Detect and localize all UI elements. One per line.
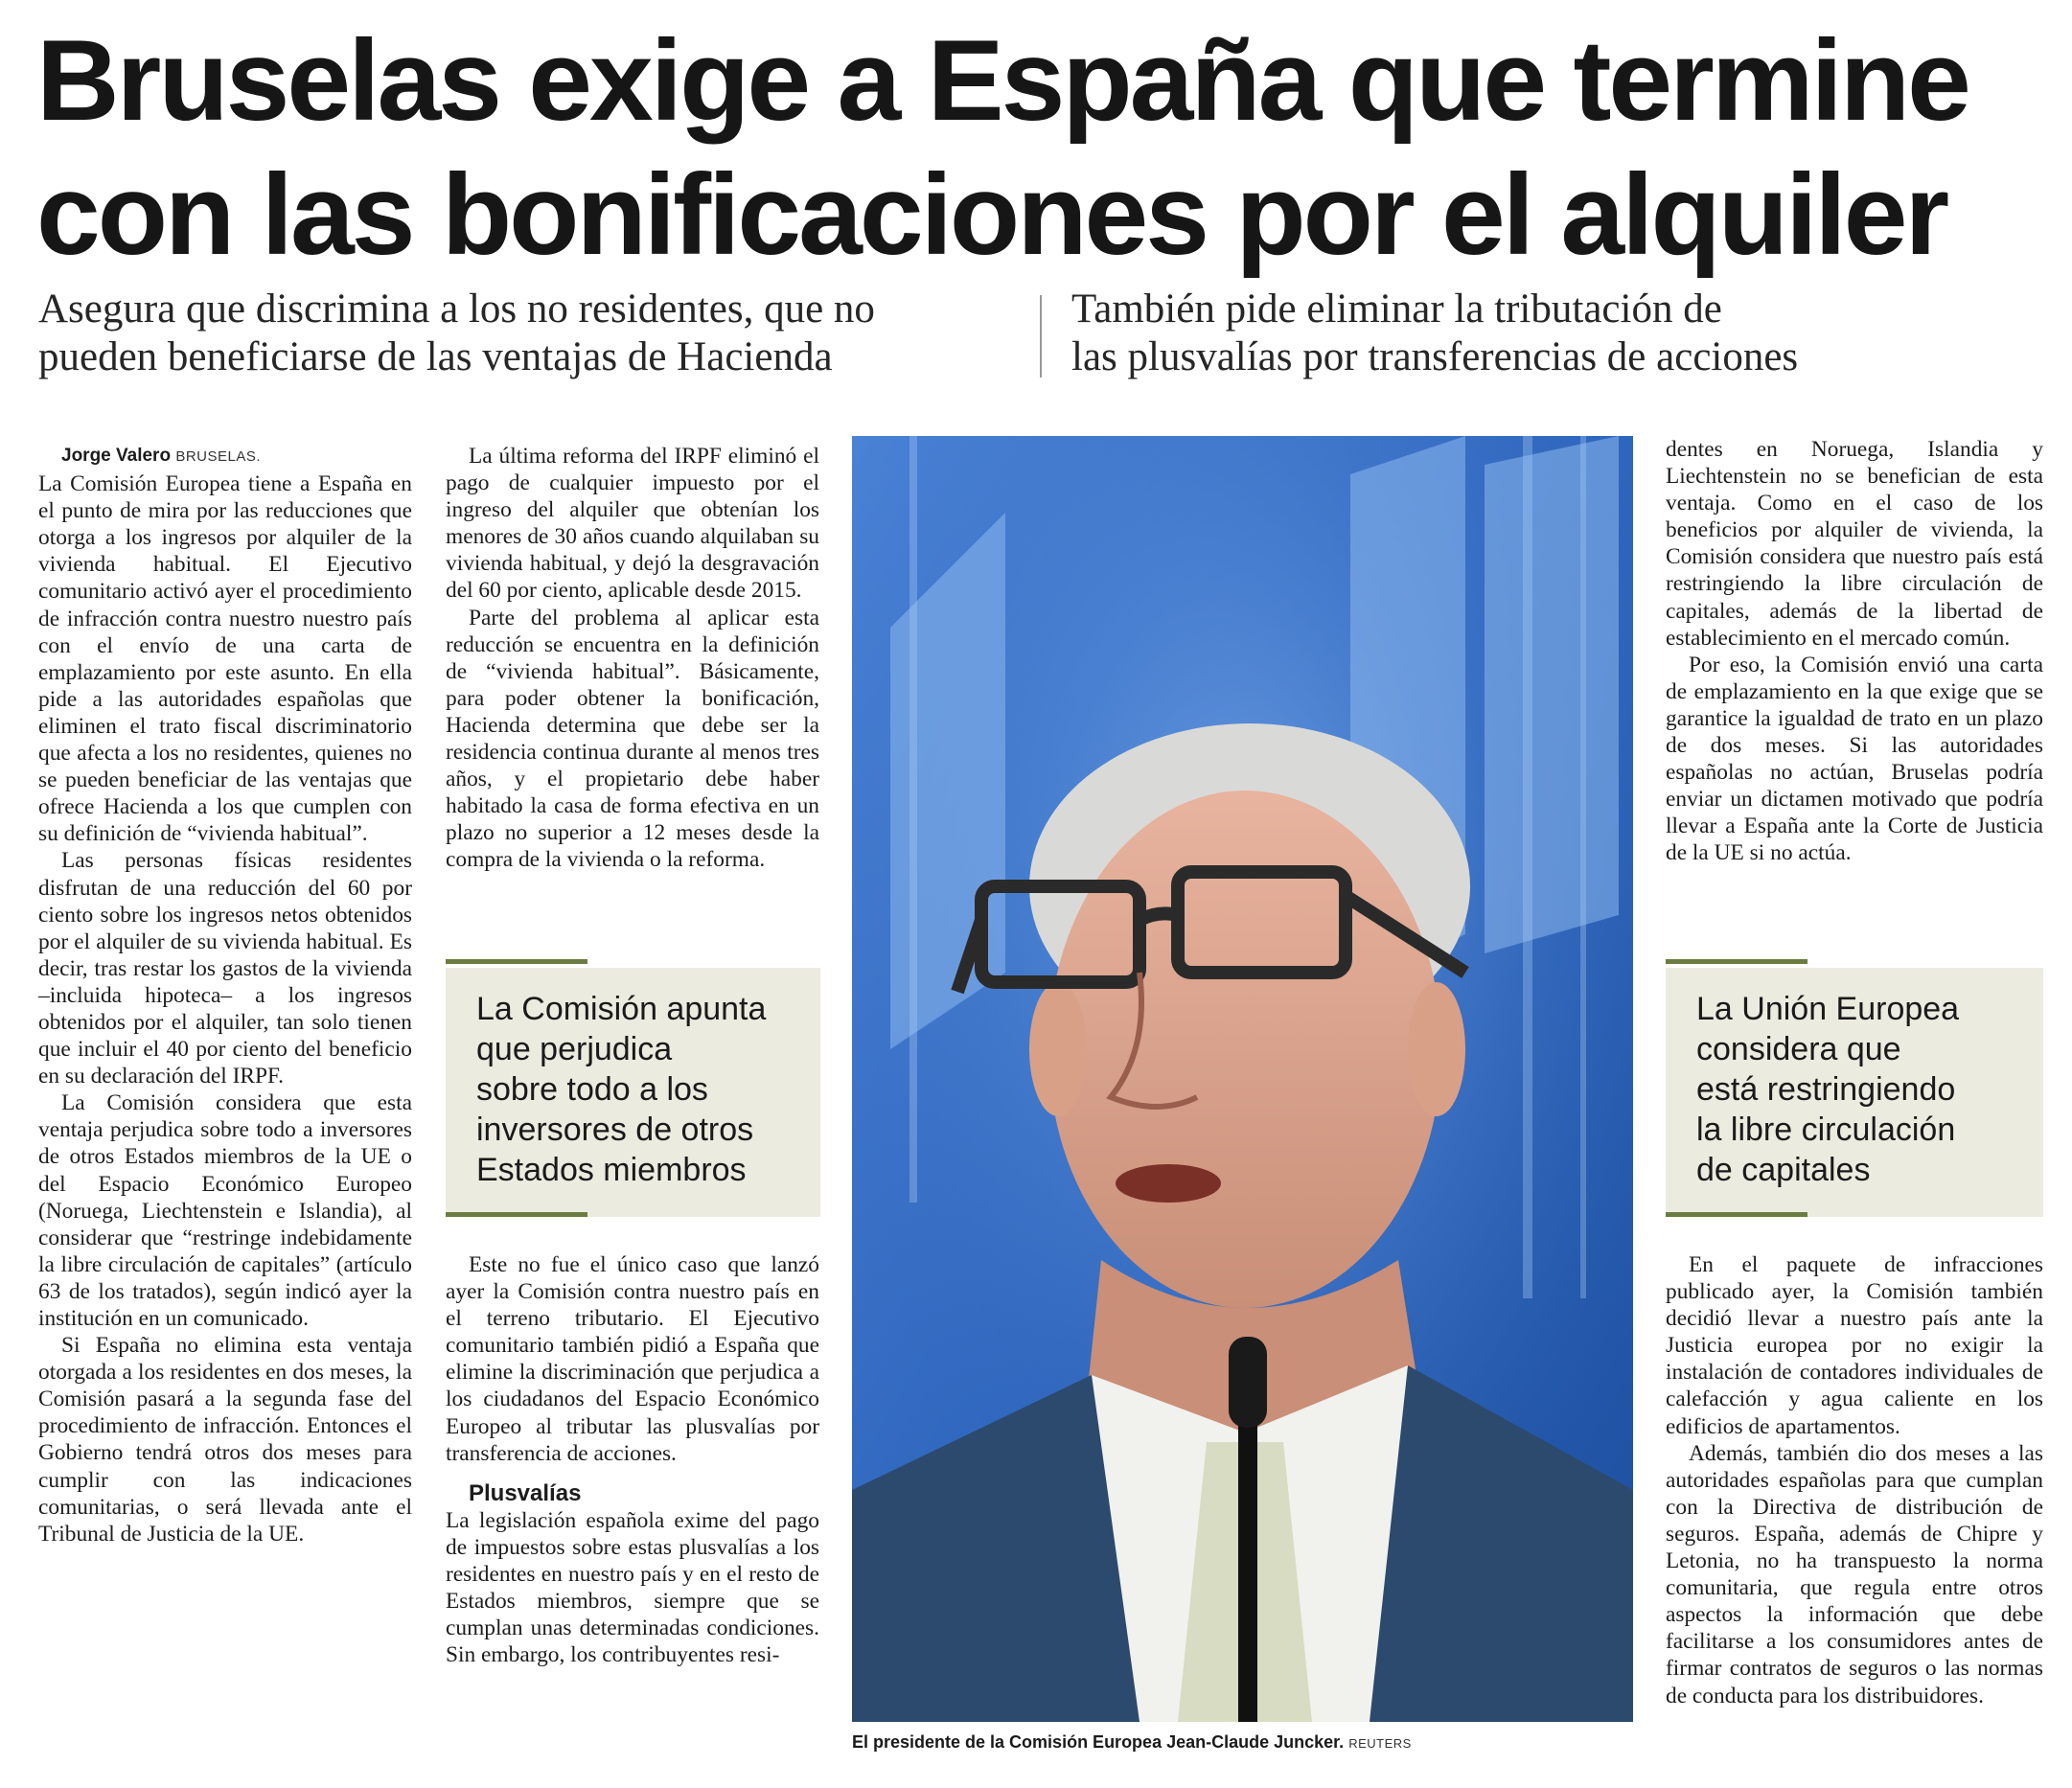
pullquote-line: de capitales <box>1696 1152 1871 1188</box>
pullquote-1 <box>446 968 820 1217</box>
deck-divider <box>1040 295 1042 378</box>
photo-credit: REUTERS <box>1348 1736 1412 1751</box>
dateline-place: BRUSELAS. <box>175 448 262 465</box>
pullquote-line: sobre todo a los <box>476 1071 708 1108</box>
headline <box>36 13 2049 282</box>
paragraph: En el paquete de infracciones publicado ayer, la Comisión también decidió llevar a nuestro país ante la Justicia europea por no exigir la instalación de contadores individuales de calefacción y agua caliente en los edificios de apartamentos. <box>1666 1252 2043 1439</box>
paragraph: Las personas físicas residentes disfrutan de una reducción del 60 por ciento sobre los ingresos netos obtenidos por el alquiler de su vivienda habitual. Es decir, tras restar los gastos de la vivienda –incluida hipoteca– a los ingresos obtenidos por el alquiler, tan solo tienen que incluir el 40 por ciento del beneficio en su declaración del IRPF. <box>38 848 412 1089</box>
deck-right-line: las plusvalías por transferencias de acciones <box>1071 334 1799 379</box>
deck-left-line: pueden beneficiarse de las ventajas de Hacienda <box>38 334 833 379</box>
caption-text: El presidente de la Comisión Europea Jean-Claude Juncker. <box>852 1732 1345 1752</box>
paragraph: dentes en Noruega, Islandia y Liechtenstein no se benefician de esta ventaja. Como en el caso de los beneficios por alquiler de vivienda, la Comisión considera que nuestro país está restringiendo la libre circulación de capitales, además de la libertad de establecimiento en el mercado común. <box>1666 437 2043 651</box>
article-column-4 <box>1666 436 2043 867</box>
paragraph: Si España no elimina esta ventaja otorgada a los residentes en dos meses, la Comisión pasará a la segunda fase del procedimiento de infracción. Entonces el Gobierno tendrá otros dos meses para cumplir con las indicaciones comunitarias, o será llevada ante el Tribunal de Justicia de la UE. <box>38 1333 412 1547</box>
pullquote-line: está restringiendo <box>1696 1071 1956 1108</box>
headline-line-1: Bruselas exige a España que termine <box>36 16 1968 145</box>
pullquote-line: Estados miembros <box>476 1152 747 1188</box>
pullquote-bar <box>1666 959 1807 964</box>
author-name: Jorge Valero <box>61 446 172 466</box>
paragraph: Este no fue el único caso que lanzó ayer la Comisión contra nuestro país en el terreno tributario. El Ejecutivo comunitario también pidió a España que elimine la discriminación que perjudica a los ciudadanos del Espacio Económico Europeo al tributar las plusvalías por transferencia de acciones. <box>446 1252 819 1466</box>
paragraph: La Comisión considera que esta ventaja perjudica sobre todo a inversores de otros Estados miembros de la UE o del Espacio Económico Europeo (Noruega, Liechtenstein e Islandia), al considerar que “restringe indebidamente la libre circulación de capitales” (artículo 63 de los tratados), según indicó ayer la institución en un comunicado. <box>38 1090 412 1331</box>
article-column-2-lower <box>446 1251 819 1668</box>
pullquote-line: La Comisión apunta <box>476 991 767 1027</box>
deck-left-line: Asegura que discrimina a los no residentes, que no <box>38 287 875 332</box>
subhead: Plusvalías <box>469 1479 582 1506</box>
deck-right <box>1071 286 2049 381</box>
paragraph: La Comisión Europea tiene a España en el punto de mira por las reducciones que otorga a los ingresos por alquiler de la vivienda habitual. El Ejecutivo comunitario activó ayer el procedimiento de infracción contra nuestro nuestro país con el envío de una carta de emplazamiento por este asunto. En ella pide a las autoridades españolas que eliminen el trato fiscal discriminatorio que afecta a los no residentes, quienes no se pueden beneficiar de las ventajas que ofrece Hacienda a los que cumplen con su definición de “vivienda habitual”. <box>38 471 412 847</box>
news-photo <box>852 436 1633 1722</box>
paragraph: Parte del problema al aplicar esta reducción se encuentra en la definición de “vivienda habitual”. Básicamente, para poder obtener la bonificación, Hacienda determina que debe ser la residencia continua durante al menos tres años, y el propietario debe haber habitado la casa de forma efectiva en un plazo no superior a 12 meses desde la compra de la vivienda o la reforma. <box>446 605 819 873</box>
paragraph: Además, también dio dos meses a las autoridades españolas para que cumplan con la Directiva de distribución de seguros. España, además de Chipre y Letonia, no ha transpuesto la norma comunitaria, que regula entre otros aspectos la información que debe facilitarse a los consumidores antes de firmar contratos de seguros o las normas de conducta para los distribuidores. <box>1666 1440 2043 1708</box>
pullquote-line: inversores de otros <box>476 1112 754 1148</box>
deck-right-line: También pide eliminar la tributación de <box>1071 287 1722 332</box>
paragraph: La última reforma del IRPF eliminó el pago de cualquier impuesto por el ingreso del alquiler que obtenían los menores de 30 años cuando alquilaban su vivienda habitual, y dejó la desgravación del 60 por ciento, aplicable desde 2015. <box>446 444 819 604</box>
paragraph: La legislación española exime del pago de impuestos sobre estas plusvalías a los residentes en nuestro país y en el resto de Estados miembros, siempre que se cumplan unas determinadas condiciones. Sin embargo, los contribuyentes resi- <box>446 1507 819 1668</box>
byline <box>38 443 412 470</box>
pullquote-bar <box>446 1212 587 1217</box>
photo-caption <box>852 1732 1633 1753</box>
juncker-photo-illustration <box>852 436 1633 1722</box>
headline-line-2: con las bonificaciones por el alquiler <box>36 150 1947 279</box>
pullquote-line: considera que <box>1696 1031 1901 1067</box>
pullquote-line: la libre circulación <box>1696 1112 1956 1148</box>
pullquote-line: que perjudica <box>476 1031 673 1067</box>
article-column-2 <box>446 443 819 874</box>
article-column-1 <box>38 443 412 1547</box>
pullquote-2 <box>1666 968 2043 1217</box>
pullquote-line: La Unión Europea <box>1696 991 1960 1027</box>
pullquote-bar <box>1666 1212 1807 1217</box>
paragraph: Por eso, la Comisión envió una carta de emplazamiento en la que exige que se garantice la igualdad de trato en un plazo de dos meses. Si las autoridades españolas no actúan, Bruselas podría enviar un dictamen motivado que podría llevar a España ante la Corte de Justicia de la UE si no actúa. <box>1666 652 2043 866</box>
deck-left <box>38 286 1016 381</box>
pullquote-bar <box>446 959 587 964</box>
article-column-4-lower <box>1666 1251 2043 1709</box>
